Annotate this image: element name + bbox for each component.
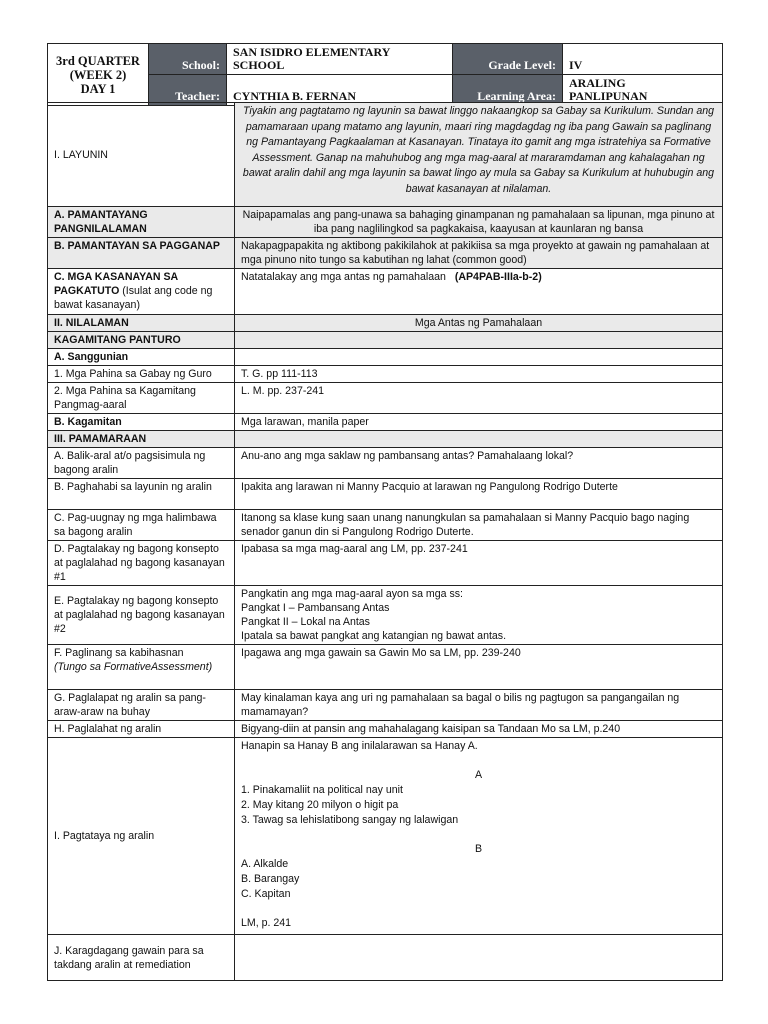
kagamitan-mag-aaral-text: L. M. pp. 237-241 [235,383,723,414]
teacher-value: CYNTHIA B. FERNAN [227,75,453,106]
row-pag-uugnay [48,510,723,541]
pagtalakay1-label: D. Pagtalakay ng bagong konsepto at paglalahad ng bagong kasanayan #1 [48,541,235,586]
row-paglalahat [48,721,723,738]
pagtataya-item-b2: B. Barangay [241,873,300,885]
karagdagan-text [235,935,723,981]
pagtalakay2-line3: Pangkat II – Lokal na Antas [241,616,370,628]
pamantayang-pangnilalaman-label: A. PAMANTAYANG PANGNILALAMAN [48,207,235,238]
pag-uugnay-text: Itanong sa klase kung saan unang nanungkulan sa pamahalaan si Manny Pacquio bago naging senador ganun din si Pangulong Rodrigo Duterte. [235,510,723,541]
pamantayan-sa-pagganap-text: Nakapagpapakita ng aktibong pakikilahok at pakikiisa sa mga proyekto at gawain ng pamahalaan at mga pinuno nito tungo sa kabutihan ng lahat (common good) [235,238,723,269]
area-value-line1: ARALING [569,76,626,90]
pagtataya-item-a1: 1. Pinakamaliit na political nay unit [241,784,403,796]
row-nilalaman [48,315,723,332]
pagtalakay1-text: Ipabasa sa mga mag-aaral ang LM, pp. 237-241 [235,541,723,586]
row-kagamitan-panturo [48,332,723,349]
pagtataya-instruction: Hanapin sa Hanay B ang inilalarawan sa Hanay A. [241,740,478,752]
row-pagtalakay1 [48,541,723,586]
pamantayan-sa-pagganap-label: B. PAMANTAYAN SA PAGGANAP [48,238,235,269]
grade-label: Grade Level: [453,44,563,75]
pagtataya-label: I. Pagtataya ng aralin [48,738,235,935]
row-pagtalakay2 [48,586,723,645]
school-value [227,44,453,75]
paghahabi-label: B. Paghahabi sa layunin ng aralin [48,479,235,510]
kasanayan-label [48,269,235,315]
quarter-line3: DAY 1 [80,81,116,96]
paglalahat-label: H. Paglalahat ng aralin [48,721,235,738]
paglalahat-text: Bigyang-diin at pansin ang mahahalagang kaisipan sa Tandaan Mo sa LM, p.240 [235,721,723,738]
paglinang-text: Ipagawa ang mga gawain sa Gawin Mo sa LM, pp. 239-240 [235,645,723,690]
school-label: School: [149,44,227,75]
row-sanggunian [48,349,723,366]
karagdagan-label: J. Karagdagang gawain para sa takdang aralin at remediation [48,935,235,981]
pagtataya-item-a2: 2. May kitang 20 milyon o higit pa [241,799,399,811]
kagamitan-panturo-empty [235,332,723,349]
gabay-guro-text: T. G. pp 111-113 [235,366,723,383]
grade-value: IV [563,44,723,75]
header-table [47,43,723,106]
pagtataya-item-b1: A. Alkalde [241,858,289,870]
row-pamantayang-pangnilalaman [48,207,723,238]
quarter-line2: (WEEK 2) [69,67,127,82]
pagtalakay2-line2: Pangkat I – Pambansang Antas [241,602,390,614]
sanggunian-empty [235,349,723,366]
paglalapat-text: May kinalaman kaya ang uri ng pamahalaan sa bagal o bilis ng pagtugon sa pangangailan ng mamamayan? [235,690,723,721]
row-pagtataya [48,738,723,935]
row-balik-aral [48,448,723,479]
pagtalakay2-content [235,586,723,645]
kasanayan-text: Natatalakay ang mga antas ng pamahalaan [241,271,446,283]
kagamitan-text: Mga larawan, manila paper [235,414,723,431]
pamamaraan-label: III. PAMAMARAAN [48,431,235,448]
row-kasanayan [48,269,723,315]
row-paghahabi [48,479,723,510]
pagtalakay2-label: E. Pagtalakay ng bagong konsepto at paglalahad ng bagong kasanayan #2 [48,586,235,645]
row-layunin [48,103,723,207]
row-gabay-guro [48,366,723,383]
pagtataya-col-a-heading: A [474,769,483,781]
sanggunian-label: A. Sanggunian [48,349,235,366]
kasanayan-label-bold: C. MGA KASANAYAN SA PAGKATUTO [54,271,178,297]
pamantayang-pangnilalaman-text: Naipapamalas ang pang-unawa sa bahaging ginampanan ng pamahalaan sa lipunan, mga pinuno at iba pang naglilingkod sa pagkakaisa, kaayusan at kaunlaran ng bansa [235,207,723,238]
gabay-guro-label: 1. Mga Pahina sa Gabay ng Guro [48,366,235,383]
pagtataya-reference: LM, p. 241 [241,917,292,929]
pagtataya-item-a3: 3. Tawag sa lehislatibong sangay ng lalawigan [241,814,459,826]
quarter-line1: 3rd QUARTER [56,53,140,68]
row-karagdagan [48,935,723,981]
pamamaraan-empty [235,431,723,448]
balik-aral-label: A. Balik-aral at/o pagsisimula ng bagong aralin [48,448,235,479]
layunin-label: I. LAYUNIN [48,103,235,207]
nilalaman-text: Mga Antas ng Pamahalaan [235,315,723,332]
balik-aral-text: Anu-ano ang mga saklaw ng pambansang antas? Pamahalaang lokal? [235,448,723,479]
teacher-label: Teacher: [149,75,227,106]
row-paglinang [48,645,723,690]
kagamitan-mag-aaral-label: 2. Mga Pahina sa Kagamitang Pangmag-aaral [48,383,235,414]
kasanayan-label-rest: (Isulat ang code ng bawat kasanayan) [54,285,213,311]
paghahabi-text: Ipakita ang larawan ni Manny Pacquio at larawan ng Pangulong Rodrigo Duterte [235,479,723,510]
pagtalakay2-line4: Ipatala sa bawat pangkat ang katangian ng bawat antas. [241,630,507,642]
area-value [563,75,723,106]
quarter-cell [48,44,149,106]
area-label: Learning Area: [453,75,563,106]
pag-uugnay-label: C. Pag-uugnay ng mga halimbawa sa bagong aralin [48,510,235,541]
row-pamantayan-sa-pagganap [48,238,723,269]
pagtataya-item-b3: C. Kapitan [241,888,291,900]
school-value-line2: SCHOOL [233,58,285,72]
layunin-text: Tiyakin ang pagtatamo ng layunin sa bawat linggo nakaangkop sa Gabay sa Kurikulum. Sundan ang pamamaraan upang matamo ang layunin, maari ring magdagdag ng iba pang Gawain sa paglinang ng Pamantayang Pagkaalaman at Kasanayan. Tinataya ito gamit ang mga istratehiya sa Formative Assessment. Ganap na mahuhubog ang mga mag-aaral at mararamdaman ang kahalagahan ng bawat aralin dahil ang mga layunin sa bawat lingo ay mula sa Gabay sa Kurikulum at huhubugin ang bawat kasanayan at nilalaman. [235,103,723,207]
pagtataya-col-b-heading: B [474,843,483,855]
row-kagamitan [48,414,723,431]
paglalapat-label: G. Paglalapat ng aralin sa pang-araw-araw na buhay [48,690,235,721]
paglinang-label: F. Paglinang sa kabihasnan [54,647,184,659]
paglinang-label-cell [48,645,235,690]
nilalaman-label: II. NILALAMAN [48,315,235,332]
row-paglalapat [48,690,723,721]
area-value-line2: PANLIPUNAN [569,89,648,103]
paglinang-label-italic: (Tungo sa FormativeAssessment) [54,661,213,673]
pagtalakay2-line1: Pangkatin ang mga mag-aaral ayon sa mga ss: [241,588,464,600]
school-value-line1: SAN ISIDRO ELEMENTARY [233,45,391,59]
pagtataya-content [235,738,723,935]
kagamitan-label: B. Kagamitan [48,414,235,431]
row-pamamaraan [48,431,723,448]
kasanayan-text-cell [235,269,723,315]
kasanayan-code: (AP4PAB-IIIa-b-2) [454,271,542,283]
kagamitan-panturo-label: KAGAMITANG PANTURO [48,332,235,349]
lesson-plan-table [47,102,723,981]
row-kagamitan-mag-aaral [48,383,723,414]
